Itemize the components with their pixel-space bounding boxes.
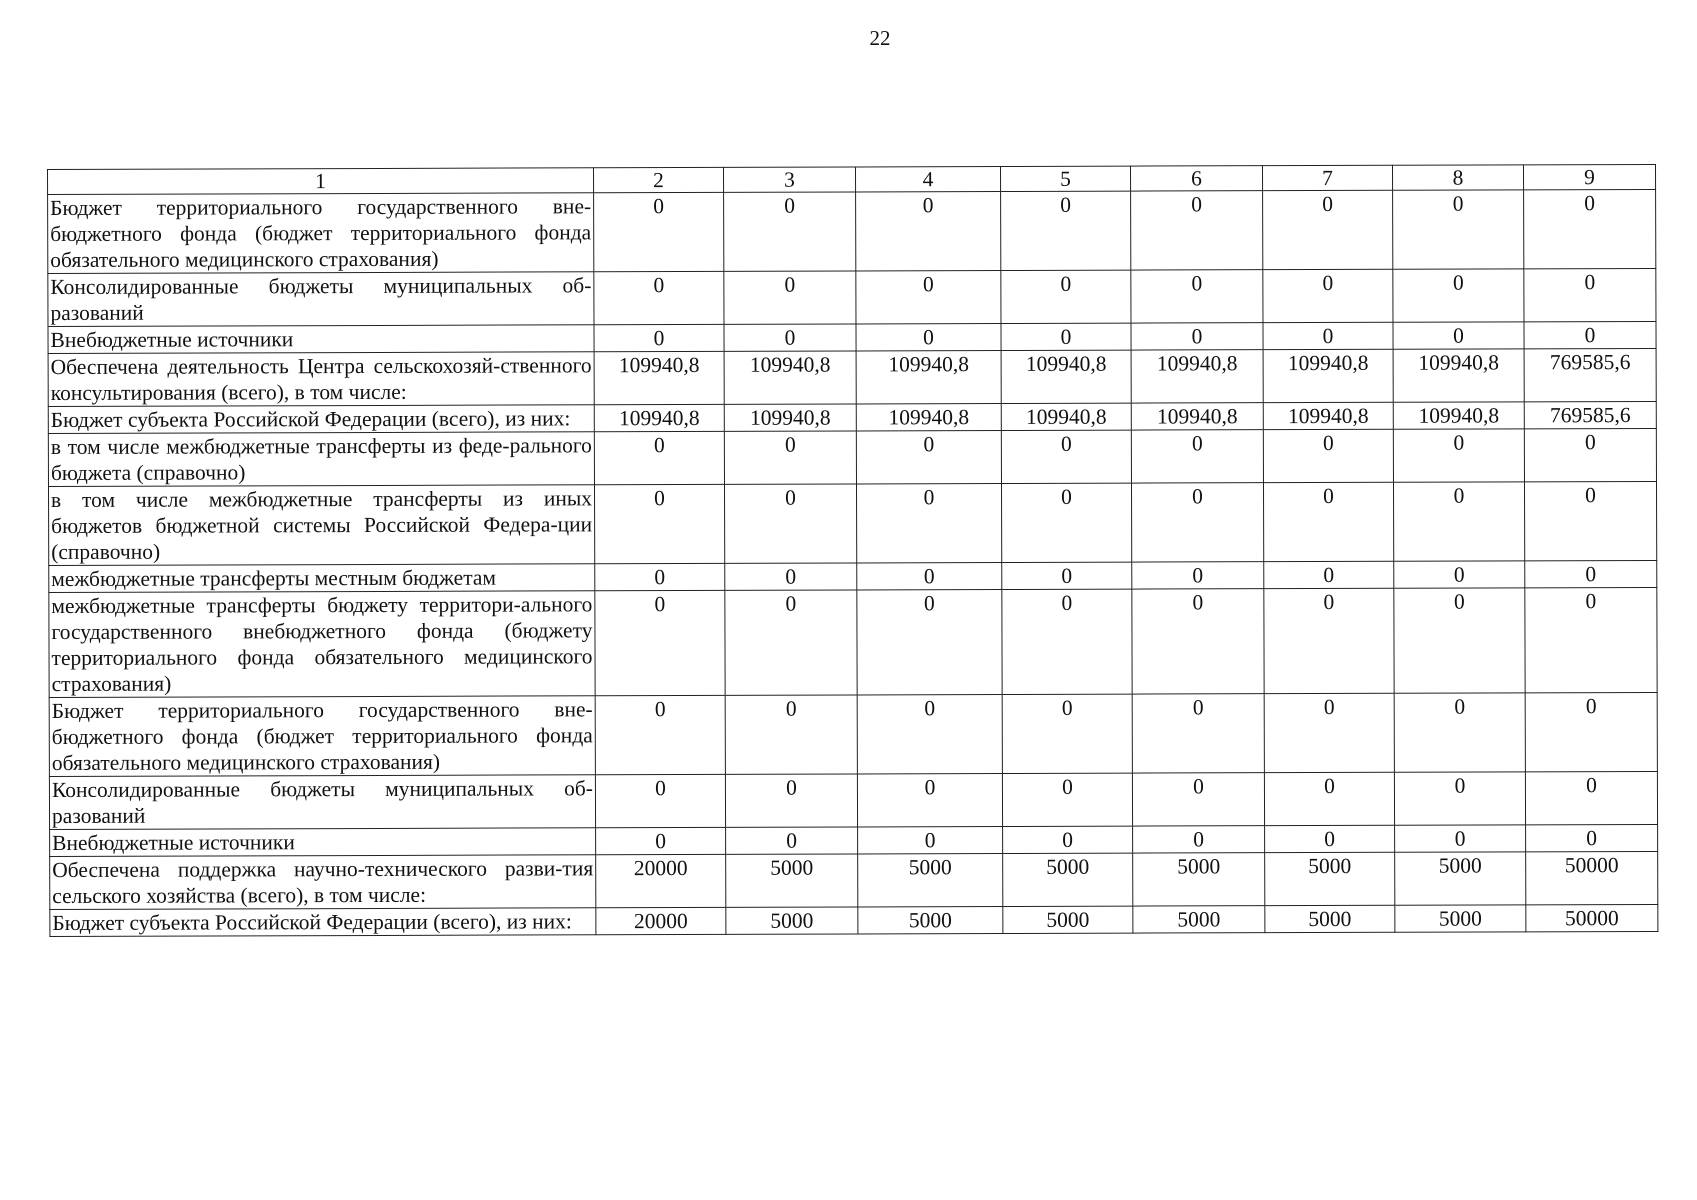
table-row: [48, 481, 1656, 565]
row-label: Бюджет территориального государственного вне-бюджетного фонда (бюджет территориального фонда обязательного медицинского страхования): [48, 193, 594, 274]
row-value: 5000: [1133, 853, 1265, 906]
row-value: 0: [1263, 322, 1393, 349]
row-value: 5000: [1003, 853, 1133, 906]
row-value: 0: [724, 431, 856, 484]
row-label: межбюджетные трансферты местным бюджетам: [49, 564, 595, 593]
row-value: 0: [1133, 826, 1265, 853]
table-row: [50, 904, 1658, 936]
budget-table: [47, 164, 1658, 937]
row-value: 0: [1263, 429, 1393, 482]
row-value: 0: [1002, 562, 1132, 589]
row-value: 0: [1393, 269, 1524, 322]
table-row: [49, 587, 1657, 697]
row-label: Обеспечена деятельность Центра сельскохозяй-ственного консультирования (всего), в том числе:: [48, 352, 594, 407]
row-value: 0: [1263, 190, 1393, 269]
row-value: 109940,8: [594, 404, 724, 431]
row-value: 109940,8: [1263, 402, 1393, 429]
table-row: [48, 268, 1656, 326]
row-value: 0: [1002, 694, 1132, 773]
row-value: 0: [594, 192, 724, 271]
row-value: 0: [1265, 825, 1395, 852]
row-value: 0: [594, 324, 724, 351]
row-value: 0: [1131, 270, 1263, 323]
column-header: 7: [1262, 165, 1392, 190]
row-label: Консолидированные бюджеты муниципальных об-разований: [49, 775, 595, 830]
row-value: 0: [1395, 825, 1526, 852]
row-value: 0: [1264, 588, 1394, 693]
row-label: межбюджетные трансферты бюджету территори-ального государственного внебюджетного фонда (бюджету территориального фонда обязательного медицинского страхования): [49, 591, 595, 698]
row-value: 0: [1525, 587, 1657, 692]
row-value: 0: [1132, 589, 1264, 694]
row-value: 0: [595, 590, 725, 695]
row-value: 0: [1264, 693, 1394, 772]
row-label: Бюджет территориального государственного вне-бюджетного фонда (бюджет территориального фонда обязательного медицинского страхования): [49, 696, 595, 777]
row-value: 109940,8: [1131, 350, 1263, 403]
row-value: 0: [594, 271, 724, 324]
row-value: 0: [724, 271, 856, 324]
row-value: 0: [1132, 694, 1264, 773]
row-value: 0: [857, 590, 1002, 695]
row-value: 5000: [1265, 852, 1395, 905]
row-value: 0: [1524, 481, 1656, 560]
row-value: 0: [1131, 191, 1263, 270]
table-row: [49, 692, 1657, 776]
row-value: 0: [1002, 589, 1132, 694]
row-value: 0: [1002, 773, 1132, 826]
row-value: 0: [856, 431, 1001, 484]
row-label: Внебюджетные источники: [48, 325, 594, 354]
column-header: 6: [1130, 166, 1262, 191]
table-row: [49, 771, 1657, 829]
row-label: в том числе межбюджетные трансферты из иных бюджетов бюджетной системы Российской Федера-ции (справочно): [48, 485, 594, 566]
row-value: 0: [858, 827, 1003, 854]
row-value: 0: [724, 484, 856, 563]
row-value: 0: [596, 827, 726, 854]
row-value: 5000: [1003, 906, 1133, 933]
column-header: 5: [1000, 166, 1130, 191]
row-value: 0: [1001, 323, 1131, 350]
row-value: 0: [857, 774, 1002, 827]
row-value: 0: [856, 192, 1001, 271]
column-header: 9: [1523, 164, 1655, 189]
row-label: Бюджет субъекта Российской Федерации (всего), из них:: [48, 405, 594, 434]
table-body: [48, 189, 1658, 936]
row-value: 109940,8: [1001, 403, 1131, 430]
row-value: 0: [1001, 483, 1131, 562]
row-value: 0: [1131, 323, 1263, 350]
column-header: 3: [723, 167, 855, 192]
row-value: 0: [724, 324, 856, 351]
row-value: 0: [1393, 322, 1524, 349]
row-value: 0: [1524, 189, 1656, 268]
row-value: 0: [594, 431, 724, 484]
row-value: 0: [1003, 826, 1133, 853]
row-value: 0: [1394, 772, 1525, 825]
row-label: Консолидированные бюджеты муниципальных об-разований: [48, 272, 594, 327]
table-row: [48, 189, 1656, 273]
row-value: 109940,8: [856, 351, 1001, 404]
row-value: 0: [1132, 773, 1264, 826]
row-value: 109940,8: [724, 404, 856, 431]
row-value: 5000: [726, 907, 858, 934]
row-value: 109940,8: [856, 404, 1001, 431]
row-value: 5000: [1133, 906, 1265, 933]
row-value: 20000: [596, 854, 726, 907]
row-value: 5000: [1395, 905, 1526, 932]
row-value: 0: [1394, 693, 1525, 772]
row-value: 20000: [596, 907, 726, 934]
row-value: 0: [857, 695, 1002, 774]
row-value: 0: [1264, 561, 1394, 588]
row-value: 0: [1393, 190, 1524, 269]
row-label: в том числе межбюджетные трансферты из феде-рального бюджета (справочно): [48, 432, 594, 487]
row-value: 5000: [858, 854, 1003, 907]
row-value: 0: [1132, 562, 1264, 589]
row-value: 0: [1525, 771, 1657, 824]
row-value: 5000: [1265, 905, 1395, 932]
row-value: 109940,8: [1393, 402, 1524, 429]
table-row: [48, 428, 1656, 486]
row-value: 0: [1131, 430, 1263, 483]
row-value: 109940,8: [1393, 349, 1524, 402]
row-value: 0: [1263, 482, 1393, 561]
row-value: 0: [1264, 772, 1394, 825]
row-value: 109940,8: [724, 351, 856, 404]
row-value: 0: [594, 484, 724, 563]
row-value: 0: [724, 192, 856, 271]
table-row: [50, 851, 1658, 909]
row-value: 0: [1394, 561, 1525, 588]
row-value: 0: [856, 324, 1001, 351]
column-header: 4: [855, 167, 1000, 192]
row-value: 0: [1001, 270, 1131, 323]
row-value: 0: [1394, 588, 1525, 693]
row-value: 0: [1393, 429, 1524, 482]
row-value: 769585,6: [1524, 401, 1656, 428]
row-value: 0: [1524, 428, 1656, 481]
row-value: 0: [595, 563, 725, 590]
row-value: 0: [857, 563, 1002, 590]
row-value: 5000: [1395, 852, 1526, 905]
row-value: 50000: [1526, 904, 1658, 931]
row-value: 109940,8: [1131, 403, 1263, 430]
page-number: 22: [869, 26, 891, 50]
row-value: 50000: [1526, 851, 1658, 904]
row-value: 0: [856, 271, 1001, 324]
row-value: 0: [725, 563, 857, 590]
row-value: 109940,8: [1001, 350, 1131, 403]
row-value: 0: [1263, 269, 1393, 322]
row-value: 5000: [858, 907, 1003, 934]
row-value: 109940,8: [1263, 349, 1393, 402]
row-value: 0: [725, 590, 857, 695]
column-header: 8: [1392, 165, 1523, 190]
row-value: 5000: [726, 854, 858, 907]
row-value: 0: [1001, 191, 1131, 270]
row-label: Бюджет субъекта Российской Федерации (всего), из них:: [50, 908, 596, 937]
row-value: 0: [595, 774, 725, 827]
row-value: 0: [1525, 692, 1657, 771]
row-label: Обеспечена поддержка научно-технического разви-тия сельского хозяйства (всего), в том числе:: [50, 855, 596, 910]
row-value: 0: [1524, 268, 1656, 321]
row-value: 0: [1393, 482, 1524, 561]
table-row: [48, 348, 1656, 406]
column-header: 2: [593, 167, 723, 192]
row-label: Внебюджетные источники: [50, 828, 596, 857]
row-value: 109940,8: [594, 351, 724, 404]
row-value: 0: [1526, 824, 1658, 851]
column-header: 1: [48, 168, 594, 195]
row-value: 0: [726, 827, 858, 854]
row-value: 0: [725, 774, 857, 827]
row-value: 0: [1525, 560, 1657, 587]
row-value: 0: [1524, 321, 1656, 348]
row-value: 0: [1131, 483, 1263, 562]
row-value: 0: [1001, 430, 1131, 483]
row-value: 769585,6: [1524, 348, 1656, 401]
row-value: 0: [856, 484, 1001, 563]
row-value: 0: [595, 695, 725, 774]
row-value: 0: [725, 695, 857, 774]
